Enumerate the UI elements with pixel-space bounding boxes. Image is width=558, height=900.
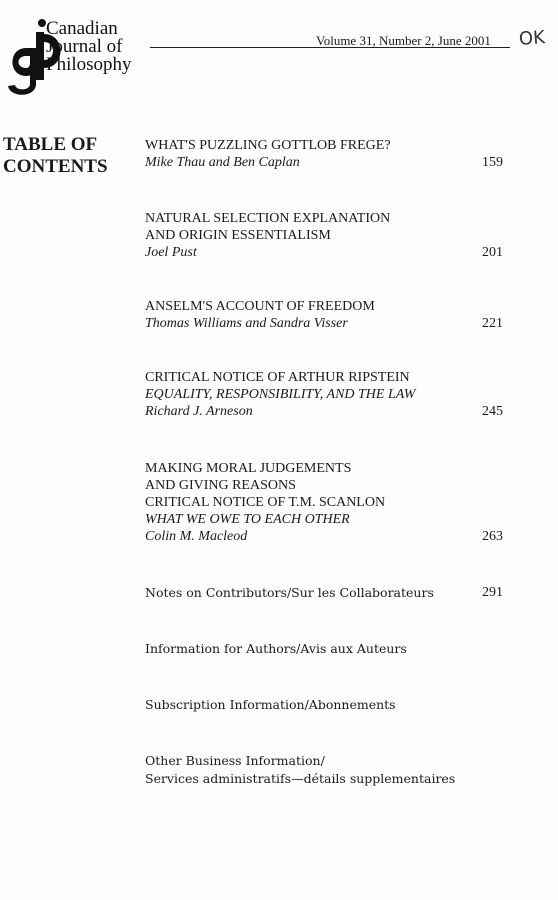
extra-text: Notes on Contributors/Sur les Collaborateurs [145,585,434,600]
entry-title: MAKING MORAL JUDGEMENTS [145,461,352,476]
entry-author: Thomas Williams and Sandra Visser [145,316,348,331]
extra-text: Information for Authors/Avis aux Auteurs [145,641,407,656]
logo-line-1: Canadian [46,18,118,39]
entry-author: Mike Thau and Ben Caplan [145,155,300,170]
entry-page: 245 [482,404,503,419]
logo-wordmark [46,20,132,74]
toc-heading-line-1: TABLE OF [3,134,98,155]
entry-author: Joel Pust [145,245,197,260]
logo-line-3: Philosophy [46,54,132,75]
toc-heading-line-2: CONTENTS [3,156,108,177]
handwritten-ok-mark: OK [518,27,546,50]
extra-text-line-2: Services administratifs—détails supplementaires [145,771,456,786]
volume-info: Volume 31, Number 2, June 2001 [316,33,491,48]
journal-logo [4,18,164,98]
toc-extra-item [145,696,525,714]
extra-text: Other Business Information/ [145,753,325,768]
entry-page: 159 [482,155,503,170]
toc-heading [3,134,108,178]
entry-page: 221 [482,316,503,331]
toc-entry [145,137,525,171]
logo-line-2: Journal of [46,36,123,57]
entry-title: WHAT'S PUZZLING GOTTLOB FREGE? [145,138,391,153]
entry-page: 201 [482,245,503,260]
extra-text: Subscription Information/Abonnements [145,697,396,712]
toc-entry [145,210,525,261]
entry-title: ANSELM'S ACCOUNT OF FREEDOM [145,299,375,314]
entry-title-line-3: CRITICAL NOTICE OF T.M. SCANLON [145,495,386,510]
entry-title-line-2: AND GIVING REASONS [145,478,296,493]
entry-author: Richard J. Arneson [145,404,253,419]
toc-entry [145,460,525,545]
toc-entry [145,298,525,332]
toc-extra-item [145,640,525,658]
extra-page: 291 [482,585,503,600]
entry-page: 263 [482,529,503,544]
entry-title: NATURAL SELECTION EXPLANATION [145,211,391,226]
entry-author: Colin M. Macleod [145,529,248,544]
entry-italic-title: WHAT WE OWE TO EACH OTHER [145,512,350,527]
entry-title-line-2: AND ORIGIN ESSENTIALISM [145,228,331,243]
entry-title: CRITICAL NOTICE OF ARTHUR RIPSTEIN [145,370,410,385]
entry-italic-title: EQUALITY, RESPONSIBILITY, AND THE LAW [145,387,416,402]
toc-entry [145,369,525,420]
toc-extra-item [145,752,525,788]
toc-extra-item [145,584,525,602]
